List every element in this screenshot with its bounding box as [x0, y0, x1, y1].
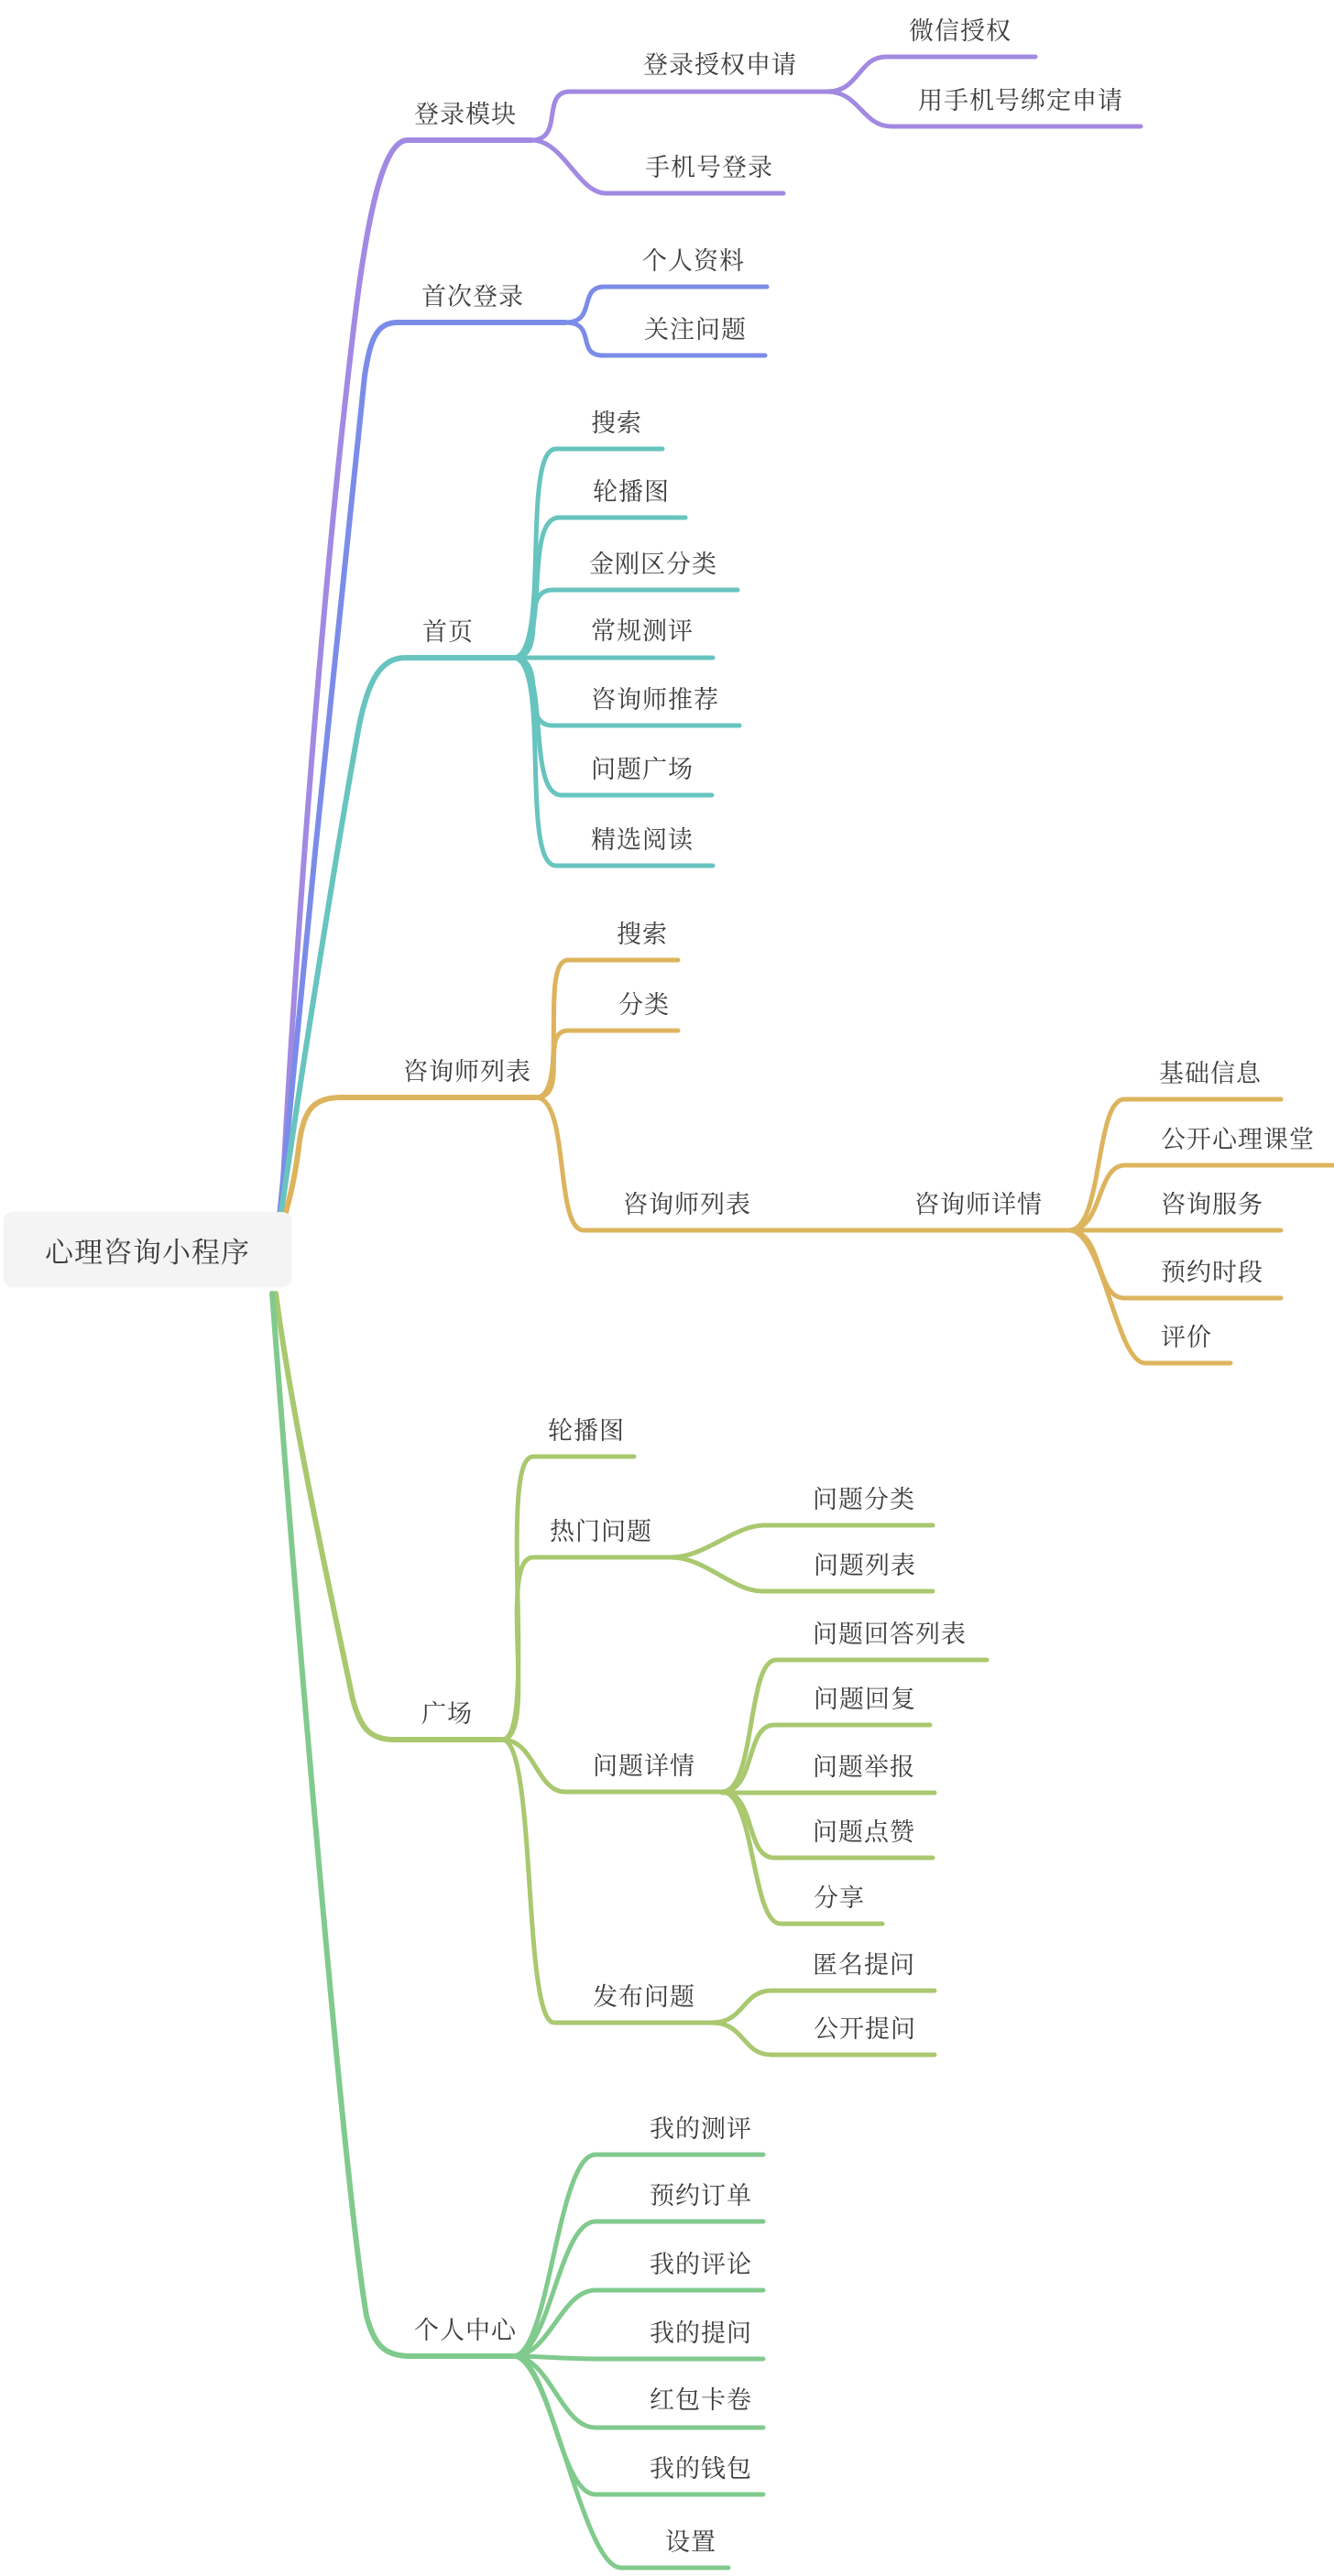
node-first-login[interactable]: 首次登录	[421, 283, 524, 311]
node-counselor-search[interactable]: 搜索	[617, 921, 668, 948]
branch-line	[502, 1557, 672, 1740]
node-booking-orders[interactable]: 预约订单	[650, 2182, 752, 2210]
node-personal-profile[interactable]: 个人资料	[642, 247, 745, 275]
node-public-psych-class[interactable]: 公开心理课堂	[1161, 1126, 1315, 1153]
node-question-list[interactable]: 问题列表	[814, 1552, 916, 1579]
node-basic-info[interactable]: 基础信息	[1159, 1060, 1262, 1087]
branch-line	[272, 1293, 513, 2356]
node-home-question-square[interactable]: 问题广场	[591, 756, 694, 783]
node-home-grid-categories[interactable]: 金刚区分类	[589, 551, 717, 578]
node-anonymous-ask[interactable]: 匿名提问	[813, 1951, 915, 1979]
node-red-packet-coupons[interactable]: 红包卡卷	[650, 2386, 752, 2414]
node-home-counselor-recommend[interactable]: 咨询师推荐	[591, 686, 719, 714]
node-booking-slots[interactable]: 预约时段	[1161, 1259, 1263, 1286]
node-my-questions[interactable]: 我的提问	[650, 2319, 752, 2347]
node-counselor-list[interactable]: 咨询师列表	[403, 1058, 531, 1086]
node-home-featured-reading[interactable]: 精选阅读	[591, 826, 694, 854]
node-login-auth-request[interactable]: 登录授权申请	[643, 51, 797, 79]
node-answer-list[interactable]: 问题回答列表	[813, 1621, 967, 1648]
node-question-detail[interactable]: 问题详情	[593, 1752, 695, 1780]
node-counselor-sublist[interactable]: 咨询师列表	[623, 1191, 751, 1218]
node-counseling-services[interactable]: 咨询服务	[1161, 1191, 1263, 1218]
node-square-carousel[interactable]: 轮播图	[548, 1417, 625, 1445]
branch-line	[276, 1293, 502, 1740]
node-my-wallet[interactable]: 我的钱包	[650, 2455, 752, 2483]
node-home[interactable]: 首页	[422, 618, 474, 646]
node-home-carousel[interactable]: 轮播图	[593, 478, 670, 506]
node-public-ask[interactable]: 公开提问	[814, 2015, 916, 2043]
node-home-assessments[interactable]: 常规测评	[591, 617, 694, 645]
branch-counselor-lines	[284, 960, 1334, 1363]
node-phone-login[interactable]: 手机号登录	[645, 154, 773, 181]
branch-line	[502, 1740, 712, 2023]
root-node[interactable]: 心理咨询小程序	[4, 1212, 291, 1287]
branch-square-lines	[276, 1293, 987, 2055]
node-phone-bind-request[interactable]: 用手机号绑定申请	[918, 87, 1123, 115]
node-square[interactable]: 广场	[421, 1700, 473, 1728]
node-question-report[interactable]: 问题举报	[813, 1753, 915, 1781]
node-counselor-categories[interactable]: 分类	[618, 991, 670, 1019]
node-reviews[interactable]: 评价	[1161, 1324, 1212, 1351]
branch-login-lines	[281, 57, 1141, 1216]
node-publish-question[interactable]: 发布问题	[593, 1983, 695, 2011]
node-my-assessments[interactable]: 我的测评	[650, 2115, 752, 2143]
branch-line	[513, 2356, 763, 2359]
node-question-categories[interactable]: 问题分类	[813, 1486, 915, 1513]
branch-line	[502, 1457, 634, 1740]
node-question-reply[interactable]: 问题回复	[814, 1686, 916, 1713]
branch-line	[284, 1097, 536, 1219]
node-login-module[interactable]: 登录模块	[414, 101, 517, 128]
node-hot-questions[interactable]: 热门问题	[550, 1518, 652, 1545]
node-profile-center[interactable]: 个人中心	[414, 2317, 517, 2344]
node-counselor-detail[interactable]: 咨询师详情	[914, 1191, 1043, 1218]
node-home-search[interactable]: 搜索	[591, 409, 642, 437]
branch-line	[531, 92, 827, 140]
node-wechat-auth[interactable]: 微信授权	[909, 17, 1011, 45]
branch-line	[536, 1031, 678, 1097]
node-share[interactable]: 分享	[814, 1884, 865, 1912]
node-my-comments[interactable]: 我的评论	[650, 2251, 752, 2278]
node-follow-questions[interactable]: 关注问题	[644, 316, 747, 344]
node-question-like[interactable]: 问题点赞	[813, 1818, 915, 1846]
node-settings[interactable]: 设置	[665, 2528, 716, 2556]
